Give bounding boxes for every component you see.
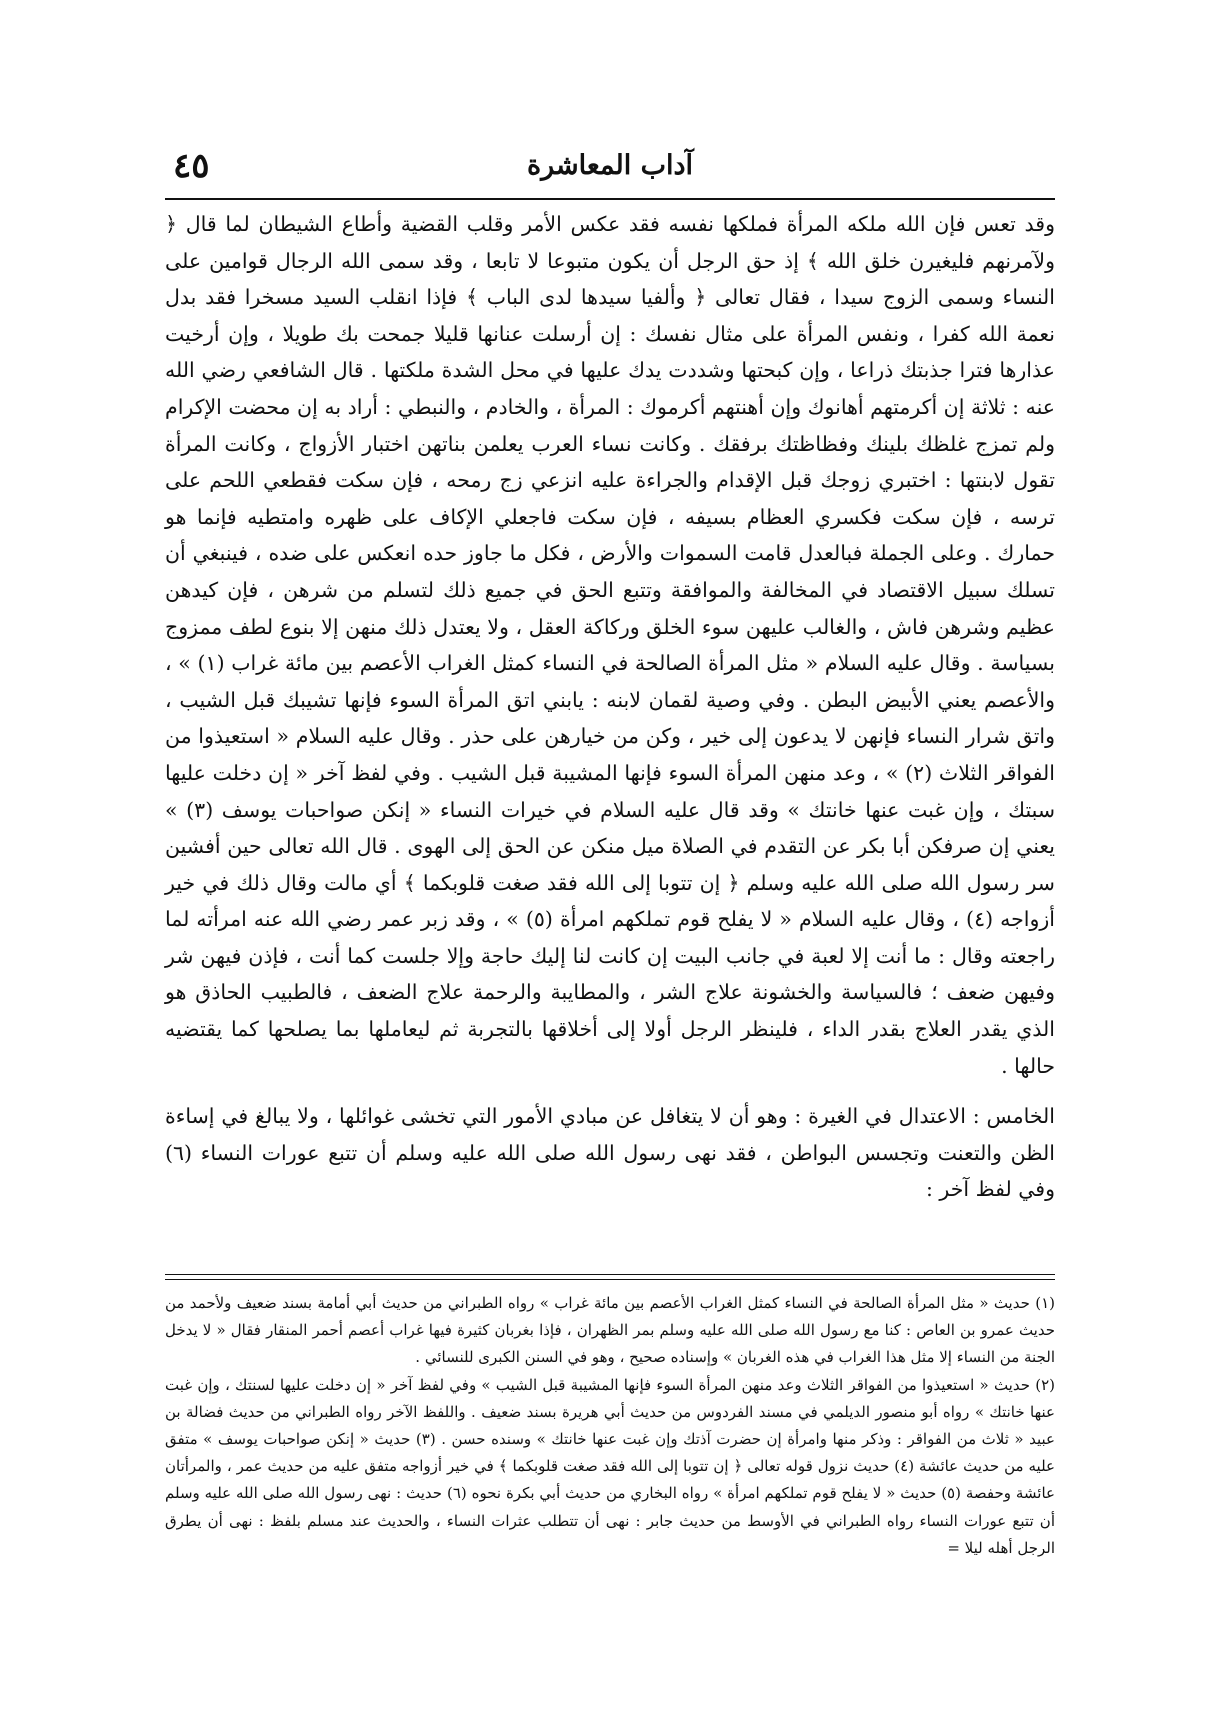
footnote-divider bbox=[165, 1274, 1055, 1280]
page-header bbox=[165, 146, 1055, 192]
page-title: آداب المعاشرة bbox=[526, 150, 694, 181]
footnote: (٢) حديث « استعيذوا من الفواقر الثلاث وعد منهن المرأة السوء فإنها المشيبة قبل الشيب » وفي لفظ آخر « إن دخلت عليها لسنتك ، وإن غبت عنها خانتك » رواه أبو منصور الديلمي في مسند الفردوس من حديث أبي هريرة بسند ضعيف . واللفظ الآخر رواه الطبراني من حديث فضالة بن عبيد « ثلاث من الفواقر : وذكر منها وامرأة إن حضرت آذتك وإن غبت عنها خانتك » وسنده حسن . (٣) حديث « إنكن صواحبات يوسف » متفق عليه من حديث عائشة (٤) حديث نزول قوله تعالى ﴿ إن تتوبا إلى الله فقد صغت قلوبكما ﴾ في خير أزواجه متفق عليه من حديث عمر ، والمرأتان عائشة وحفصة (٥) حديث « لا يفلح قوم تملكهم امرأة » رواه البخاري من حديث أبي بكرة نحوه (٦) حديث : نهى رسول الله صلى الله عليه وسلم أن تتبع عورات النساء رواه الطبراني في الأوسط من حديث جابر : نهى أن تتطلب عثرات النساء ، والحديث عند مسلم بلفظ : نهى أن يطرق الرجل أهله ليلا = bbox=[165, 1375, 1055, 1557]
page-number: ٤٥ bbox=[173, 146, 210, 186]
footnotes bbox=[165, 1290, 1055, 1562]
main-text bbox=[165, 206, 1055, 1208]
header-divider bbox=[165, 198, 1055, 200]
footnote: (١) حديث « مثل المرأة الصالحة في النساء كمثل الغراب الأعصم بين مائة غراب » رواه الطبراني من حديث أبي أمامة بسند ضعيف ولأحمد من حديث عمرو بن العاص : كنا مع رسول الله صلى الله عليه وسلم بمر الظهران ، فإذا بغربان كثيرة فيها غراب أعصم أحمر المنقار فقال « لا يدخل الجنة من النساء إلا مثل هذا الغراب في هذه الغربان » وإسناده صحيح ، وهو في السنن الكبرى للنسائي . bbox=[165, 1294, 1055, 1367]
paragraph: الخامس : الاعتدال في الغيرة : وهو أن لا يتغافل عن مبادي الأمور التي تخشى غوائلها ، ولا يبالغ في إساءة الظن والتعنت وتجسس البواطن ، فقد نهى رسول الله صلى الله عليه وسلم أن تتبع عورات النساء (٦) وفي لفظ آخر : bbox=[165, 1104, 1055, 1202]
paragraph: وقد تعس فإن الله ملكه المرأة فملكها نفسه فقد عكس الأمر وقلب القضية وأطاع الشيطان لما قال ﴿ ولآمرنهم فليغيرن خلق الله ﴾ إذ حق الرجل أن يكون متبوعا لا تابعا ، وقد سمى الله الرجال قوامين على النساء وسمى الزوج سيدا ، فقال تعالى ﴿ وألفيا سيدها لدى الباب ﴾ فإذا انقلب السيد مسخرا فقد بدل نعمة الله كفرا ، ونفس المرأة على مثال نفسك : إن أرسلت عنانها قليلا جمحت بك طويلا ، وإن أرخيت عذارها فترا جذبتك ذراعا ، وإن كبحتها وشددت يدك عليها في محل الشدة ملكتها . قال الشافعي رضي الله عنه : ثلاثة إن أكرمتهم أهانوك وإن أهنتهم أكرموك : المرأة ، والخادم ، والنبطي : أراد به إن محضت الإكرام ولم تمزج غلظك بلينك وفظاظتك برفقك . وكانت نساء العرب يعلمن بناتهن اختبار الأزواج ، وكانت المرأة تقول لابنتها : اختبري زوجك قبل الإقدام والجراءة عليه انزعي زج رمحه ، فإن سكت فقطعي اللحم على ترسه ، فإن سكت فكسري العظام بسيفه ، فإن سكت فاجعلي الإكاف على ظهره وامتطيه فإنما هو حمارك . وعلى الجملة فبالعدل قامت السموات والأرض ، فكل ما جاوز حده انعكس على ضده ، فينبغي أن تسلك سبيل الاقتصاد في المخالفة والموافقة وتتبع الحق في جميع ذلك لتسلم من شرهن ، فإن كيدهن عظيم وشرهن فاش ، والغالب عليهن سوء الخلق وركاكة العقل ، ولا يعتدل ذلك منهن إلا بنوع لطف ممزوج بسياسة . وقال عليه السلام « مثل المرأة الصالحة في النساء كمثل الغراب الأعصم بين مائة غراب (١) » ، والأعصم يعني الأبيض البطن . وفي وصية لقمان لابنه : يابني اتق المرأة السوء فإنها تشيبك قبل الشيب ، واتق شرار النساء فإنهن لا يدعون إلى خير ، وكن من خيارهن على حذر . وقال عليه السلام « استعيذوا من الفواقر الثلاث (٢) » ، وعد منهن المرأة السوء فإنها المشيبة قبل الشيب . وفي لفظ آخر « إن دخلت عليها سبتك ، وإن غبت عنها خانتك » وقد قال عليه السلام في خيرات النساء « إنكن صواحبات يوسف (٣) » يعني إن صرفكن أبا بكر عن التقدم في الصلاة ميل منكن عن الحق إلى الهوى . قال الله تعالى حين أفشين سر رسول الله صلى الله عليه وسلم ﴿ إن تتوبا إلى الله فقد صغت قلوبكما ﴾ أي مالت وقال ذلك في خير أزواجه (٤) ، وقال عليه السلام « لا يفلح قوم تملكهم امرأة (٥) » ، وقد زبر عمر رضي الله عنه امرأته لما راجعته وقال : ما أنت إلا لعبة في جانب البيت إن كانت لنا إليك حاجة وإلا جلست كما أنت ، فإذن فيهن شر وفيهن ضعف ؛ فالسياسة والخشونة علاج الشر ، والمطايبة والرحمة علاج الضعف ، فالطبيب الحاذق هو الذي يقدر العلاج بقدر الداء ، فلينظر الرجل أولا إلى أخلاقها بالتجربة ثم ليعاملها بما يصلحها كما يقتضيه حالها . bbox=[165, 212, 1055, 1078]
